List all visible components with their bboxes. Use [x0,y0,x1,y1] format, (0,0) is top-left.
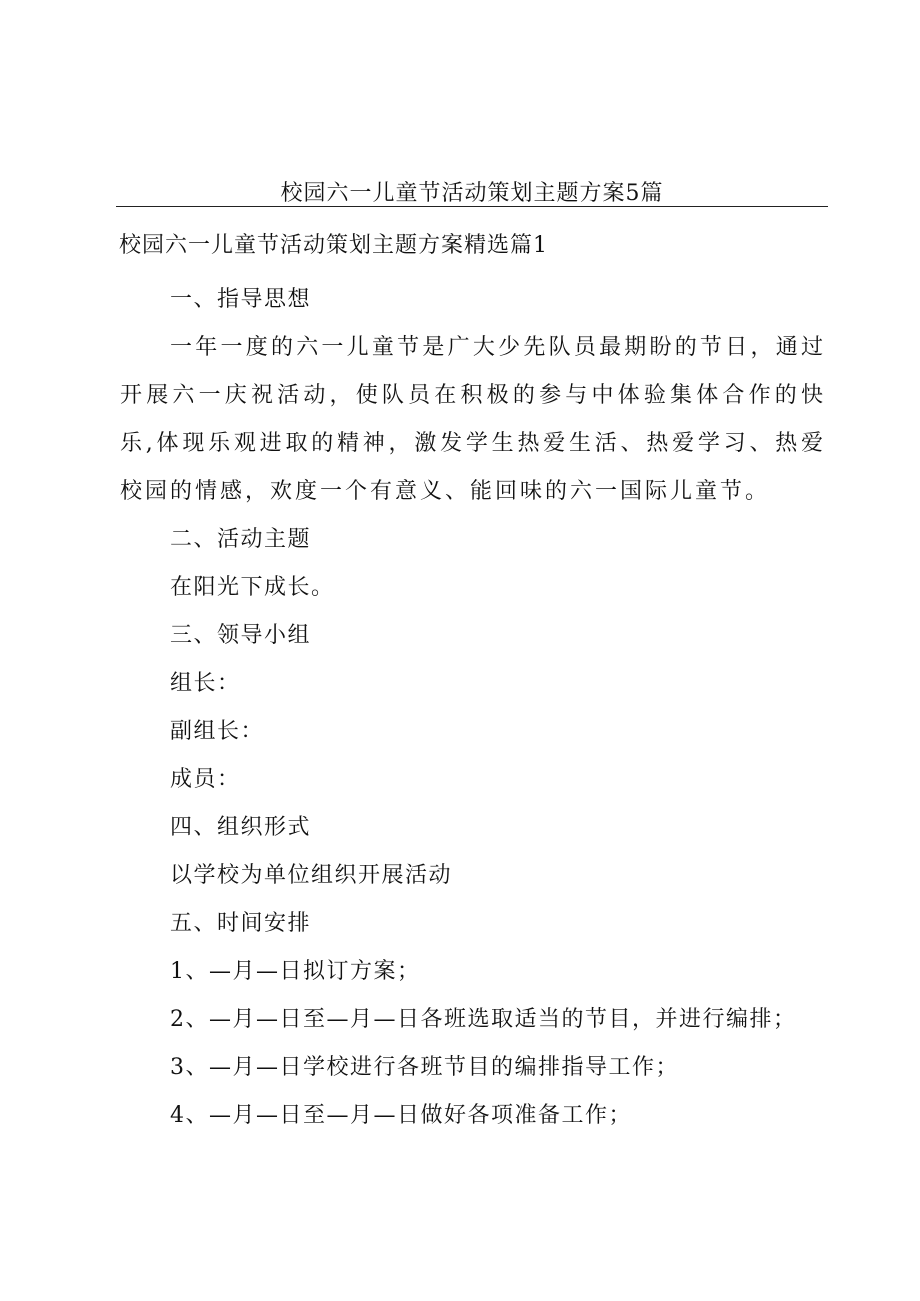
guiding-ideology-paragraph: 一年一度的六一儿童节是广大少先队员最期盼的节日，通过开展六一庆祝活动，使队员在积极的参与中体验集体合作的快乐,体现乐观进取的精神，激发学生热爱生活、热爱学习、热爱校园的情感，欢度一个有意义、能回味的六一国际儿童节。 [120,335,826,504]
schedule-item: 3、—月—日学校进行各班节目的编排指导工作； [170,1055,679,1080]
activity-theme-text: 在阳光下成长。 [170,575,335,600]
schedule-item: 4、—月—日至—月—日做好各项准备工作； [170,1103,632,1128]
vice-leader-line: 副组长： [170,719,265,744]
group-leader-line: 组长： [170,671,241,696]
document-title: 校园六一儿童节活动策划主题方案5篇 [280,181,664,206]
organization-form-title: 四、组织形式 [170,815,312,840]
guiding-ideology-title: 一、指导思想 [170,287,312,312]
page-header [116,172,828,207]
document-body [120,276,826,1140]
members-line: 成员： [170,767,241,792]
schedule-item: 1、—月—日拟订方案； [170,959,421,984]
schedule-item: 2、—月—日至—月—日各班选取适当的节目，并进行编排； [170,1007,797,1032]
leadership-group-title: 三、领导小组 [170,623,312,648]
activity-theme-title: 二、活动主题 [170,527,312,552]
schedule-title: 五、时间安排 [170,911,312,936]
section-heading: 校园六一儿童节活动策划主题方案精选篇1 [119,233,548,258]
organization-form-text: 以学校为单位组织开展活动 [170,863,453,888]
